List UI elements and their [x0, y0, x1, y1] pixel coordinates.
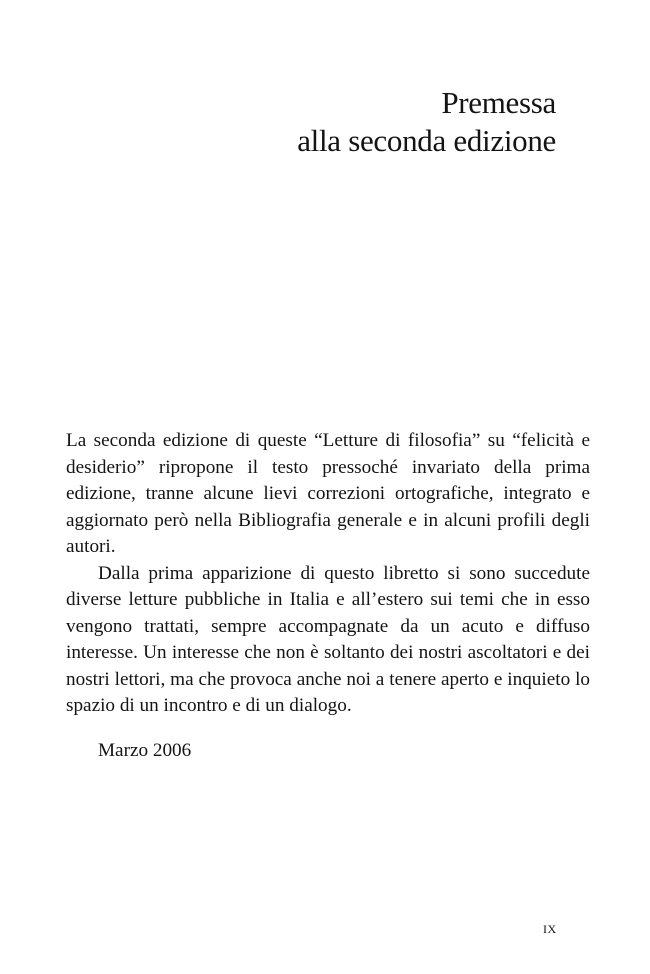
page-title-line-2: alla seconda edizione — [297, 123, 556, 158]
page-number: IX — [543, 922, 557, 936]
paragraph-2: Dalla prima apparizione di questo libretto si sono succedute diverse letture pubbliche in Italia e all’estero sui temi che in esso vengono trattati, sempre accompagnate da un acuto e diffuso interesse. Un interesse che non è soltanto dei nostri ascoltatori e dei nostri lettori, ma che provoca anche noi a tenere aperto e inquieto lo spazio di un incontro e di un dialogo. — [66, 562, 590, 716]
page-title — [297, 84, 556, 160]
page-title-line-1: Premessa — [441, 85, 556, 120]
body-text — [66, 428, 590, 720]
paragraph-1: La seconda edizione di queste “Letture di filosofia” su “felicità e desiderio” ripropone il testo pressoché invariato della prima edizione, tranne alcune lievi correzioni ortografiche, integrato e aggiornato però nella Bibliografia generale e in alcuni profili degli autori. — [66, 430, 590, 557]
date-signature: Marzo 2006 — [98, 740, 192, 761]
